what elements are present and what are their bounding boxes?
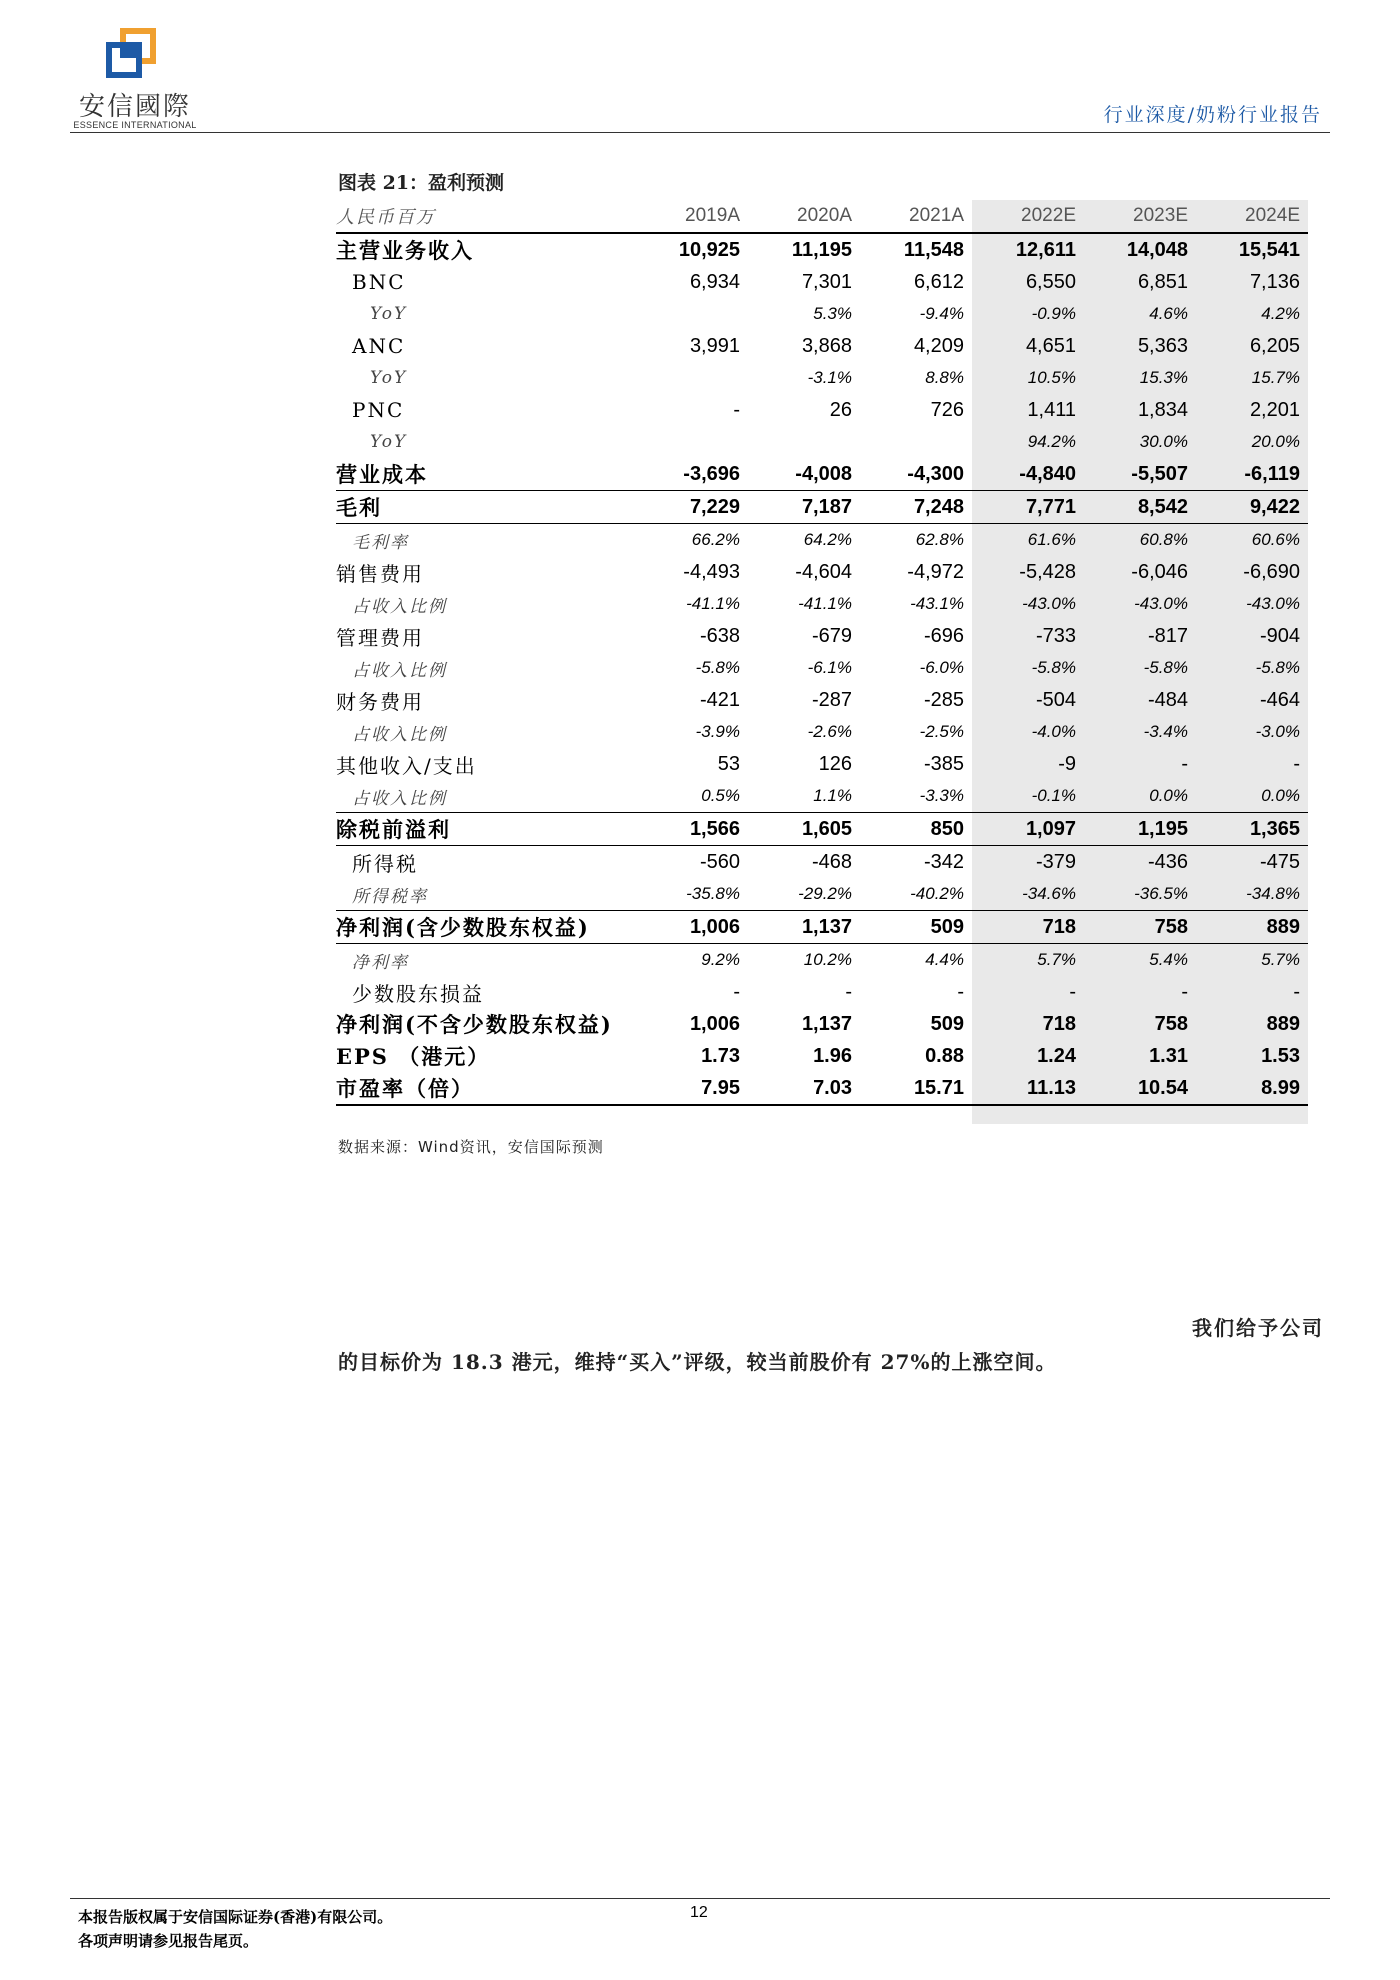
table-cell: 8.99 bbox=[1196, 1072, 1308, 1105]
table-row bbox=[336, 330, 1308, 362]
table-cell: 0.0% bbox=[1149, 786, 1188, 805]
table-cell: -2.6% bbox=[807, 722, 852, 741]
table-cell: 4,209 bbox=[913, 334, 964, 357]
table-cell: 26 bbox=[829, 398, 852, 421]
table-cell bbox=[636, 298, 748, 330]
table-cell: 66.2% bbox=[636, 524, 748, 557]
table-row bbox=[336, 813, 1308, 846]
table-row bbox=[336, 944, 1308, 977]
table-cell: 11,548 bbox=[860, 233, 972, 266]
table-cell: -43.1% bbox=[910, 594, 964, 613]
figure-title: 图表 21：盈利预测 bbox=[338, 172, 505, 194]
table-cell: 7,136 bbox=[1249, 270, 1300, 293]
table-cell: -436 bbox=[1084, 846, 1196, 879]
table-cell: -4,840 bbox=[1019, 462, 1076, 485]
table-cell: 509 bbox=[860, 911, 972, 944]
table-cell: 15,541 bbox=[1196, 233, 1308, 266]
table-cell: 758 bbox=[1084, 911, 1196, 944]
table-row bbox=[336, 716, 1308, 748]
table-cell: -6,690 bbox=[1243, 560, 1300, 583]
table-cell: 0.5% bbox=[701, 786, 740, 805]
table-cell: 1,605 bbox=[748, 813, 860, 846]
table-cell: -504 bbox=[1035, 688, 1076, 711]
table-cell: 3,991 bbox=[689, 334, 740, 357]
table-cell: 7,771 bbox=[972, 491, 1084, 524]
table-cell: -0.1% bbox=[1031, 786, 1076, 805]
table-cell: - bbox=[733, 398, 740, 421]
table-cell: -385 bbox=[923, 752, 964, 775]
company-logo bbox=[70, 28, 200, 132]
table-row bbox=[336, 298, 1308, 330]
table-row bbox=[336, 780, 1308, 813]
table-cell: 1.24 bbox=[1037, 1044, 1076, 1067]
table-cell: 3,868 bbox=[801, 334, 852, 357]
table-cell: 889 bbox=[1266, 1012, 1300, 1035]
table-row bbox=[336, 748, 1308, 780]
table-cell: -35.8% bbox=[686, 884, 740, 903]
table-cell: 6,934 bbox=[689, 270, 740, 293]
table-cell: -4.0% bbox=[1031, 722, 1076, 741]
table-cell: 9,422 bbox=[1196, 491, 1308, 524]
table-cell: 60.6% bbox=[1196, 524, 1308, 557]
table-cell: 6,851 bbox=[1137, 270, 1188, 293]
table-cell: -41.1% bbox=[686, 594, 740, 613]
table-cell: 14,048 bbox=[1084, 233, 1196, 266]
table-row bbox=[336, 1072, 1308, 1105]
table-row bbox=[336, 1008, 1308, 1040]
table-cell: 1.53 bbox=[1261, 1044, 1300, 1067]
table-cell: 62.8% bbox=[860, 524, 972, 557]
row-label: YoY bbox=[370, 304, 408, 324]
forecast-table-wrapper bbox=[336, 200, 1308, 1106]
table-cell: -43.0% bbox=[1022, 594, 1076, 613]
table-header-row bbox=[336, 200, 1308, 233]
row-label: YoY bbox=[370, 368, 408, 388]
logo-mark-icon bbox=[106, 28, 156, 78]
table-cell: 94.2% bbox=[1027, 432, 1076, 451]
table-row bbox=[336, 266, 1308, 298]
logo-name: 安信國際 bbox=[78, 92, 191, 122]
table-cell: -3.1% bbox=[807, 368, 852, 387]
row-label: 净利润(含少数股东权益) bbox=[336, 911, 636, 944]
table-cell: -29.2% bbox=[798, 884, 852, 903]
table-cell: 718 bbox=[972, 911, 1084, 944]
table-cell: 509 bbox=[930, 1012, 964, 1035]
table-cell: 7,248 bbox=[860, 491, 972, 524]
row-label: 营业成本 bbox=[336, 462, 428, 487]
table-cell: 20.0% bbox=[1251, 432, 1300, 451]
row-label: 市盈率（倍） bbox=[336, 1072, 636, 1105]
table-cell: 11.13 bbox=[972, 1072, 1084, 1105]
table-cell: 5.3% bbox=[813, 304, 852, 323]
table-cell: 4.6% bbox=[1149, 304, 1188, 323]
table-cell: 5.4% bbox=[1084, 944, 1196, 977]
row-label: ANC bbox=[352, 334, 406, 358]
report-type: 行业深度/奶粉行业报告 bbox=[1103, 104, 1322, 126]
row-label: 所得税 bbox=[336, 846, 636, 879]
table-cell: -475 bbox=[1196, 846, 1308, 879]
table-cell: 7,229 bbox=[636, 491, 748, 524]
table-cell: -285 bbox=[923, 688, 964, 711]
row-label: 其他收入/支出 bbox=[336, 753, 477, 778]
table-cell: -421 bbox=[699, 688, 740, 711]
table-cell: 1,006 bbox=[636, 911, 748, 944]
table-cell: 1,097 bbox=[972, 813, 1084, 846]
footer-divider bbox=[70, 1898, 1330, 1899]
row-label: 少数股东损益 bbox=[352, 981, 484, 1006]
table-cell: -484 bbox=[1147, 688, 1188, 711]
row-label: 所得税率 bbox=[352, 886, 428, 907]
table-cell: -4,493 bbox=[683, 560, 740, 583]
table-cell: 0.88 bbox=[925, 1044, 964, 1067]
year-header: 2019A bbox=[636, 200, 748, 233]
table-cell: -40.2% bbox=[910, 884, 964, 903]
table-cell: -904 bbox=[1259, 624, 1300, 647]
table-cell: -560 bbox=[636, 846, 748, 879]
table-cell: -6.0% bbox=[919, 658, 964, 677]
row-label: 毛利率 bbox=[336, 524, 636, 557]
table-cell: 5.7% bbox=[1196, 944, 1308, 977]
data-source: 数据来源：Wind资讯，安信国际预测 bbox=[338, 1138, 604, 1156]
table-cell: -5.8% bbox=[1255, 658, 1300, 677]
table-row bbox=[336, 426, 1308, 458]
table-cell: 12,611 bbox=[972, 233, 1084, 266]
footer-copyright: 本报告版权属于安信国际证券(香港)有限公司。 bbox=[78, 1908, 393, 1926]
table-cell: - bbox=[957, 980, 964, 1003]
table-cell: -41.1% bbox=[798, 594, 852, 613]
table-row bbox=[336, 911, 1308, 944]
table-cell: -43.0% bbox=[1134, 594, 1188, 613]
table-row bbox=[336, 233, 1308, 266]
earnings-forecast-table bbox=[336, 200, 1308, 1106]
table-cell: - bbox=[733, 980, 740, 1003]
row-label: 占收入比例 bbox=[352, 724, 447, 745]
year-header: 2023E bbox=[1084, 200, 1196, 233]
header-divider bbox=[70, 132, 1330, 133]
table-cell: 61.6% bbox=[972, 524, 1084, 557]
table-row bbox=[336, 556, 1308, 588]
table-cell: 10.2% bbox=[748, 944, 860, 977]
table-row bbox=[336, 458, 1308, 491]
table-cell: -468 bbox=[748, 846, 860, 879]
table-cell: 8.8% bbox=[925, 368, 964, 387]
table-row bbox=[336, 684, 1308, 716]
table-cell: 15.71 bbox=[860, 1072, 972, 1105]
year-header: 2022E bbox=[972, 200, 1084, 233]
page-number: 12 bbox=[690, 1904, 708, 1921]
table-cell: - bbox=[1181, 752, 1188, 775]
table-cell: 0.0% bbox=[1261, 786, 1300, 805]
row-label: 主营业务收入 bbox=[336, 233, 636, 266]
paragraph-fragment: 我们给予公司 bbox=[1192, 1316, 1324, 1340]
table-cell: -379 bbox=[972, 846, 1084, 879]
table-cell: 15.3% bbox=[1139, 368, 1188, 387]
table-cell: - bbox=[1293, 980, 1300, 1003]
table-cell: 1.1% bbox=[813, 786, 852, 805]
row-label: 财务费用 bbox=[336, 689, 424, 714]
row-label: 净利润(不含少数股东权益) bbox=[336, 1012, 613, 1037]
table-cell: 5.7% bbox=[972, 944, 1084, 977]
table-row bbox=[336, 524, 1308, 557]
table-cell: 10,925 bbox=[636, 233, 748, 266]
table-cell: 4,651 bbox=[1025, 334, 1076, 357]
table-row bbox=[336, 846, 1308, 879]
table-cell: -638 bbox=[699, 624, 740, 647]
table-row bbox=[336, 588, 1308, 620]
table-cell bbox=[860, 426, 972, 458]
row-label: 占收入比例 bbox=[352, 788, 447, 809]
table-cell: 15.7% bbox=[1251, 368, 1300, 387]
table-row bbox=[336, 394, 1308, 426]
year-header: 2020A bbox=[748, 200, 860, 233]
unit-label: 人民币百万 bbox=[336, 200, 636, 233]
table-cell: 8,542 bbox=[1084, 491, 1196, 524]
table-cell: 9.2% bbox=[636, 944, 748, 977]
table-cell: -6,046 bbox=[1131, 560, 1188, 583]
table-cell: -5,507 bbox=[1131, 462, 1188, 485]
table-cell: 1,137 bbox=[801, 1012, 852, 1035]
table-cell: 6,612 bbox=[913, 270, 964, 293]
table-cell: 11,195 bbox=[748, 233, 860, 266]
table-cell: -3.0% bbox=[1255, 722, 1300, 741]
table-cell: -6,119 bbox=[1244, 462, 1300, 485]
table-cell: 1,137 bbox=[748, 911, 860, 944]
table-row bbox=[336, 976, 1308, 1008]
table-cell: -4,008 bbox=[795, 462, 852, 485]
row-label: 管理费用 bbox=[336, 625, 424, 650]
table-cell: 53 bbox=[717, 752, 740, 775]
table-cell: -5,428 bbox=[1019, 560, 1076, 583]
table-cell bbox=[636, 362, 748, 394]
table-cell: 6,550 bbox=[1025, 270, 1076, 293]
table-cell: -5.8% bbox=[695, 658, 740, 677]
row-label: 占收入比例 bbox=[352, 660, 447, 681]
table-cell: -464 bbox=[1259, 688, 1300, 711]
row-label: PNC bbox=[352, 398, 405, 422]
table-cell: 1,006 bbox=[689, 1012, 740, 1035]
row-label: 除税前溢利 bbox=[336, 813, 636, 846]
table-cell: 5,363 bbox=[1137, 334, 1188, 357]
year-header: 2024E bbox=[1196, 200, 1308, 233]
table-row bbox=[336, 491, 1308, 524]
table-cell: - bbox=[845, 980, 852, 1003]
table-cell: -4,604 bbox=[795, 560, 852, 583]
table-cell: -4,972 bbox=[907, 560, 964, 583]
table-cell: 1,566 bbox=[636, 813, 748, 846]
table-cell: -3.4% bbox=[1143, 722, 1188, 741]
table-cell: 1,195 bbox=[1084, 813, 1196, 846]
table-cell: -3.3% bbox=[919, 786, 964, 805]
row-label: 毛利 bbox=[336, 491, 636, 524]
table-cell: 718 bbox=[1042, 1012, 1076, 1035]
table-cell: 7.95 bbox=[636, 1072, 748, 1105]
table-cell: 1,834 bbox=[1137, 398, 1188, 421]
table-cell: 1.73 bbox=[701, 1044, 740, 1067]
table-cell: - bbox=[1069, 980, 1076, 1003]
table-cell: 889 bbox=[1196, 911, 1308, 944]
table-cell: 7,187 bbox=[748, 491, 860, 524]
table-cell: 6,205 bbox=[1249, 334, 1300, 357]
table-cell: 60.8% bbox=[1084, 524, 1196, 557]
table-cell bbox=[748, 426, 860, 458]
table-cell: 1,411 bbox=[1027, 398, 1076, 421]
table-cell: -733 bbox=[1035, 624, 1076, 647]
table-cell: 4.4% bbox=[860, 944, 972, 977]
table-cell: -34.8% bbox=[1246, 884, 1300, 903]
table-cell: -9 bbox=[1058, 752, 1076, 775]
table-cell: - bbox=[1181, 980, 1188, 1003]
table-cell: 126 bbox=[818, 752, 852, 775]
table-cell: -5.8% bbox=[1031, 658, 1076, 677]
table-cell: 2,201 bbox=[1249, 398, 1300, 421]
table-row bbox=[336, 620, 1308, 652]
table-cell: -0.9% bbox=[1031, 304, 1076, 323]
table-cell: 10.54 bbox=[1084, 1072, 1196, 1105]
table-cell: 758 bbox=[1154, 1012, 1188, 1035]
table-cell: 1,365 bbox=[1196, 813, 1308, 846]
table-cell: -679 bbox=[811, 624, 852, 647]
table-row bbox=[336, 362, 1308, 394]
table-cell: - bbox=[1293, 752, 1300, 775]
row-label: YoY bbox=[370, 432, 408, 452]
table-cell: 1.96 bbox=[813, 1044, 852, 1067]
table-cell: 1.31 bbox=[1149, 1044, 1188, 1067]
table-cell: -43.0% bbox=[1246, 594, 1300, 613]
table-cell: 64.2% bbox=[748, 524, 860, 557]
table-cell: 10.5% bbox=[1027, 368, 1076, 387]
table-cell: -6.1% bbox=[807, 658, 852, 677]
table-cell: -342 bbox=[860, 846, 972, 879]
row-label: 净利率 bbox=[336, 944, 636, 977]
logo-subtitle: ESSENCE INTERNATIONAL bbox=[73, 120, 197, 130]
table-cell: 4.2% bbox=[1261, 304, 1300, 323]
table-cell: 726 bbox=[930, 398, 964, 421]
footer-disclaimer: 各项声明请参见报告尾页。 bbox=[78, 1932, 259, 1950]
year-header: 2021A bbox=[860, 200, 972, 233]
table-cell: 30.0% bbox=[1139, 432, 1188, 451]
table-cell: -817 bbox=[1147, 624, 1188, 647]
table-cell bbox=[636, 426, 748, 458]
table-cell: 7,301 bbox=[801, 270, 852, 293]
table-cell: 7.03 bbox=[748, 1072, 860, 1105]
row-label: BNC bbox=[352, 270, 406, 294]
table-cell: -9.4% bbox=[919, 304, 964, 323]
table-cell: -287 bbox=[811, 688, 852, 711]
table-cell: -5.8% bbox=[1143, 658, 1188, 677]
table-cell: -34.6% bbox=[1022, 884, 1076, 903]
table-cell: -696 bbox=[923, 624, 964, 647]
row-label: 销售费用 bbox=[336, 561, 424, 586]
paragraph-text: 的目标价为 18.3 港元，维持“买入”评级，较当前股价有 27%的上涨空间。 bbox=[338, 1350, 1057, 1374]
table-cell: -2.5% bbox=[919, 722, 964, 741]
table-row bbox=[336, 652, 1308, 684]
table-cell: -4,300 bbox=[907, 462, 964, 485]
row-label: 占收入比例 bbox=[352, 596, 447, 617]
table-row bbox=[336, 878, 1308, 911]
table-row bbox=[336, 1040, 1308, 1072]
table-cell: -36.5% bbox=[1134, 884, 1188, 903]
table-cell: -3.9% bbox=[695, 722, 740, 741]
row-label: EPS （港元） bbox=[336, 1044, 491, 1069]
table-cell: 850 bbox=[860, 813, 972, 846]
table-cell: -3,696 bbox=[683, 462, 740, 485]
